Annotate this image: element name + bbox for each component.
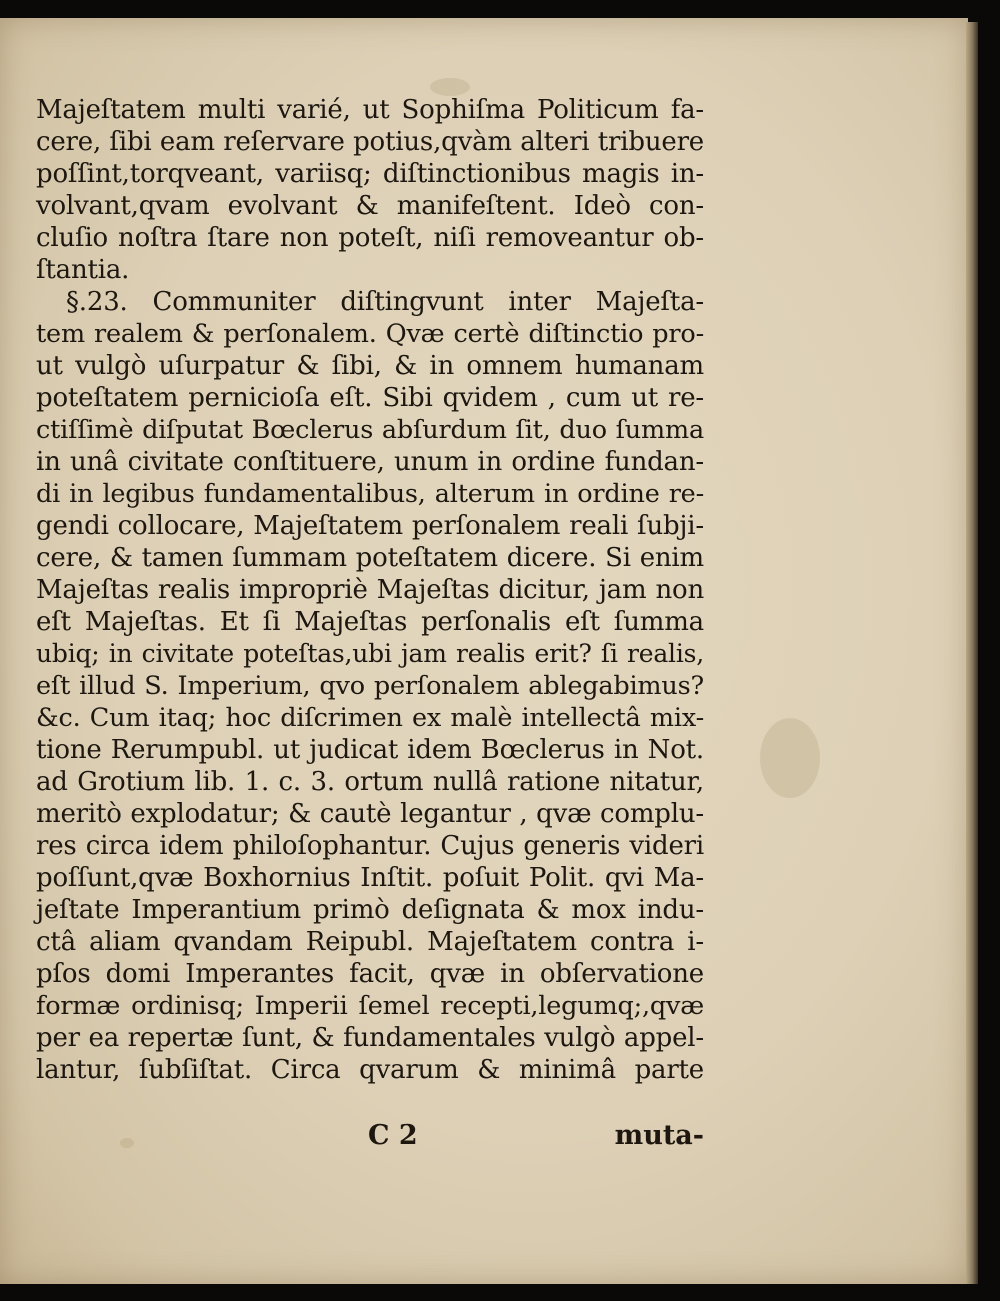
- section-heading-line: §.23. Communiter diſtingvunt inter Majeſta-: [66, 287, 704, 317]
- text-line: pſos domi Imperantes facit, qvæ in obſervatione: [36, 959, 704, 989]
- text-line: ſtantia.: [36, 255, 130, 285]
- text-line: ctiſſimè diſputat Bœclerus abſurdum ſit, duo ſumma: [36, 415, 704, 445]
- body-text: [36, 94, 704, 1086]
- text-line: ut vulgò uſurpatur & ſibi, & in omnem humanam: [36, 351, 704, 381]
- text-line: poteſtatem pernicioſa eſt. Sibi qvidem , cum ut re-: [36, 383, 704, 413]
- text-line: volvant,qvam evolvant & manifeſtent. Ideò con-: [36, 191, 704, 221]
- text-line: ctâ aliam qvandam Reipubl. Majeſtatem contra i-: [36, 927, 704, 957]
- text-line: cere, & tamen ſummam poteſtatem dicere. Si enim: [36, 543, 704, 573]
- text-line: res circa idem philoſophantur. Cujus generis videri: [36, 831, 704, 861]
- text-line: cere, ſibi eam reſervare potius,qvàm alteri tribuere: [36, 127, 704, 157]
- text-line: Majeſtas realis impropriè Majeſtas dicitur, jam non: [36, 575, 704, 605]
- text-line: tem realem & perſonalem. Qvæ certè diſtinctio pro-: [36, 319, 704, 349]
- text-line: gendi collocare, Majeſtatem perſonalem reali ſubji-: [36, 511, 704, 541]
- text-line: meritò explodatur; & cautè legantur , qvæ complu-: [36, 799, 704, 829]
- text-line: eſt illud S. Imperium, qvo perſonalem ablegabimus?: [36, 671, 704, 701]
- text-line: lantur, ſubſiſtat. Circa qvarum & minimâ parte: [36, 1055, 704, 1085]
- text-line: in unâ civitate conſtituere, unum in ordine fundan-: [36, 447, 704, 477]
- text-line: &c. Cum itaq; hoc diſcrimen ex malè intellectâ mix-: [36, 703, 704, 733]
- signature-mark: C 2: [368, 1120, 418, 1151]
- text-line: di in legibus fundamentalibus, alterum in ordine re-: [36, 479, 704, 509]
- text-line: cluſio noſtra ſtare non poteſt, niſi removeantur ob-: [36, 223, 704, 253]
- text-line: eſt Majeſtas. Et ſi Majeſtas perſonalis eſt ſumma: [36, 607, 704, 637]
- page-footer: [36, 1120, 704, 1160]
- text-line: tione Rerumpubl. ut judicat idem Bœclerus in Not.: [36, 735, 704, 765]
- text-line: ubiq; in civitate poteſtas,ubi jam realis erit? ſi realis,: [36, 639, 704, 668]
- text-line: poſſint,torqveant, variisq; diſtinctionibus magis in-: [36, 159, 704, 189]
- text-line: Majeſtatem multi varié, ut Sophiſma Politicum fa-: [36, 95, 704, 125]
- text-line: ad Grotium lib. 1. c. 3. ortum nullâ ratione nitatur,: [36, 767, 704, 797]
- text-line: per ea repertæ ſunt, & fundamentales vulgò appel-: [36, 1023, 704, 1053]
- paper-stain: [760, 718, 820, 798]
- text-line: formæ ordinisq; Imperii ſemel recepti,legumq;,qvæ: [36, 991, 704, 1021]
- text-line: poſſunt,qvæ Boxhornius Inſtit. poſuit Polit. qvi Ma-: [36, 863, 704, 893]
- text-line: jeſtate Imperantium primò deſignata & mox indu-: [36, 895, 704, 925]
- catchword: muta-: [614, 1120, 704, 1151]
- page-edge: [966, 22, 978, 1284]
